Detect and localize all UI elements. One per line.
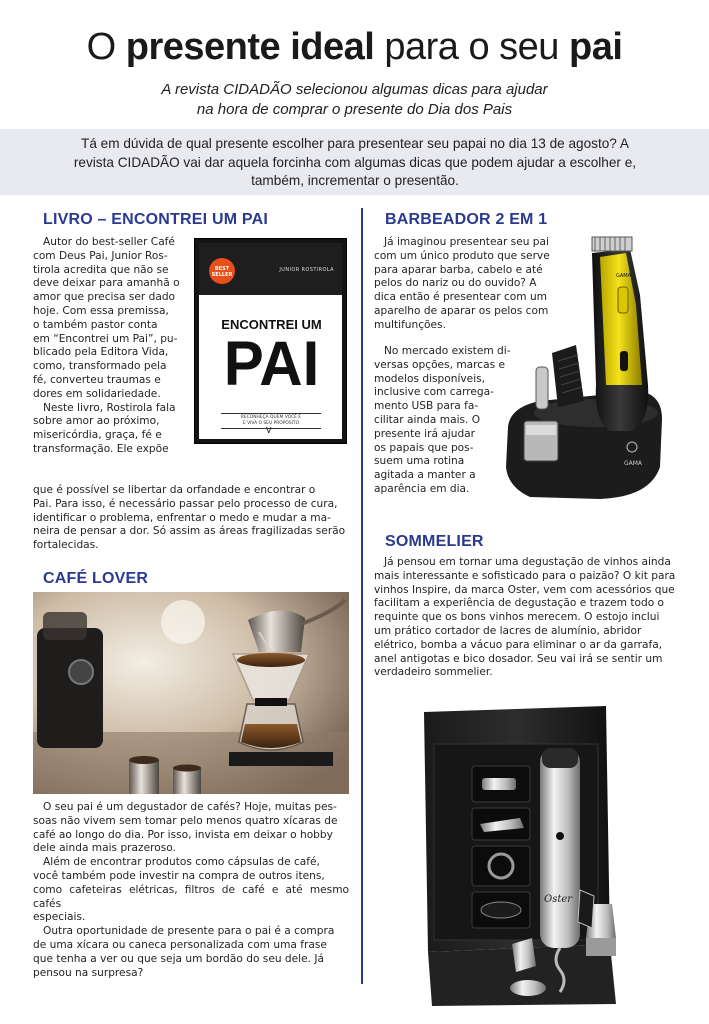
text-line: tirola acredita que não se	[33, 263, 169, 276]
text-line: elétrico, bomba a vácuo para eliminar o ar da garrafa,	[374, 638, 663, 651]
text-line: inclusive com carrega-	[374, 386, 494, 399]
title-bold-text: pai	[568, 26, 623, 68]
text-line: Pai. Para isso, é necessário passar pelo processo de cura,	[33, 497, 338, 510]
text-line: dele ainda mais prazeroso.	[33, 842, 176, 855]
best-seller-badge: BEST SELLER	[209, 258, 235, 284]
livro-text-full	[33, 484, 349, 553]
text-line: verdadeiro sommelier.	[374, 666, 493, 679]
text-line: Já pensou em tornar uma degustação de vinhos ainda	[384, 556, 671, 568]
book-title-big: PAI	[223, 328, 320, 399]
text-line: café ao longo do dia. Por isso, invista em deixar o hobby	[33, 828, 333, 841]
publisher-logo: V	[266, 426, 272, 435]
text-line: que é possível se libertar da orfandade e encontrar o	[33, 484, 316, 496]
text-line: mento USB para fa-	[374, 400, 479, 413]
text-line: presente irá ajudar	[374, 427, 476, 440]
text-line: identificar o problema, enfrentar o medo e mudar a ma-	[33, 511, 331, 524]
livro-heading: LIVRO – ENCONTREI UM PAI	[43, 211, 268, 228]
text-line: O seu pai é um degustador de cafés? Hoje, muitas pes-	[43, 801, 337, 813]
column-divider	[361, 208, 363, 984]
text-line: em “Encontrei um Pai”, pu-	[33, 332, 178, 345]
svg-text:GAMA: GAMA	[624, 460, 643, 467]
livro-text-narrow	[33, 236, 188, 457]
text-line: suem uma rotina	[374, 455, 465, 468]
subtitle-line: A revista CIDADÃO selecionou algumas dicas para ajudar	[161, 81, 548, 98]
text-line: sobre amor ao próximo,	[33, 415, 160, 428]
svg-text:GAMA: GAMA	[616, 273, 632, 279]
text-line: amor que precisa ser dado	[33, 291, 176, 304]
sommelier-text	[374, 556, 680, 680]
text-line: Outra oportunidade de presente para o pai é a compra	[43, 925, 335, 938]
text-line: como, transformado pela	[33, 360, 167, 373]
trimmer-photo	[500, 235, 664, 500]
barbeador-heading: BARBEADOR 2 EM 1	[385, 211, 548, 228]
barbeador-text-bottom	[374, 345, 514, 497]
text-line: Além de encontrar produtos como cápsulas de café,	[43, 856, 320, 869]
text-line: facilitam a experiência de degustação e trazem todo o	[374, 597, 665, 610]
text-line: para aparar barba, cabelo e até	[374, 263, 543, 276]
text-line: transformação. Ele expõe	[33, 442, 169, 455]
text-line: que tenha a ver ou que seja um bordão do seu dele. Já	[33, 952, 324, 965]
text-line: blicado pela Editora Vida,	[33, 346, 169, 359]
book-cover-top-strip	[199, 243, 342, 295]
text-line: agitada a manter a	[374, 469, 476, 482]
text-line: Autor do best-seller Café	[43, 236, 175, 248]
text-line: mais interessante e sofisticado para o paizão? O kit para	[374, 569, 676, 582]
text-line: os papais que pos-	[374, 441, 474, 454]
book-title-small: ENCONTREI UM	[221, 317, 322, 332]
book-author: JUNIOR ROSTIROLA	[279, 267, 334, 273]
text-line: deve deixar para amanhã o	[33, 277, 180, 290]
text-line: dica então é presentear com um	[374, 291, 547, 304]
text-line: No mercado existem di-	[384, 345, 511, 357]
text-line: fé, converteu traumas e	[33, 373, 161, 386]
title-bold-text: presente ideal	[125, 26, 375, 68]
cafe-text	[33, 801, 349, 980]
wine-kit-photo	[420, 704, 654, 1008]
subtitle-line: na hora de comprar o presente do Dia dos Pais	[196, 101, 513, 118]
book-cover-image	[194, 238, 347, 444]
text-line: misericórdia, graça, fé e	[33, 429, 162, 442]
title-text: para o seu	[374, 26, 569, 68]
text-line: aparelho de aparar os pelos com	[374, 304, 549, 317]
cafe-heading: CAFÉ LOVER	[43, 570, 149, 587]
text-line: especiais.	[33, 911, 86, 924]
text-line: fortalecidas.	[33, 539, 99, 552]
text-line: neira de pensar a dor. Só assim as áreas fragilizadas serão	[33, 525, 346, 538]
subtitle	[60, 80, 649, 120]
text-line: com Deus Pai, Junior Ros-	[33, 249, 168, 262]
text-line: multifunções.	[374, 318, 446, 331]
intro-line: Tá em dúvida de qual presente escolher para presentear seu papai no dia 13 de agosto? A	[81, 136, 629, 151]
text-line: de uma xícara ou caneca personalizada com uma frase	[33, 938, 327, 951]
text-line: Já imaginou presentear seu pai	[384, 236, 549, 248]
text-line: vinhos Inspire, da marca Oster, vem com acessórios que	[374, 583, 675, 596]
text-line: pensou na surpresa?	[33, 966, 144, 979]
page-title	[0, 24, 709, 70]
text-line: hoje. Com essa premissa,	[33, 304, 169, 317]
text-line: o também pastor conta	[33, 318, 158, 331]
coffee-photo	[33, 592, 349, 794]
text-line: modelos disponíveis,	[374, 372, 486, 385]
text-line: com um único produto que serve	[374, 249, 550, 262]
intro-line: revista CIDADÃO vai dar aquela forcinha com algumas dicas que podem ajudar a escolher e,	[73, 154, 637, 170]
text-line: soas não vivem sem tomar pelo menos quatro xícaras de	[33, 814, 338, 827]
text-line: você também pode investir na compra de outros itens,	[33, 869, 325, 882]
text-line: como cafeteiras elétricas, filtros de café e até mesmo cafés	[33, 883, 349, 910]
intro-line: também, incrementar o presentão.	[251, 173, 459, 188]
text-line: dores em solidariedade.	[33, 387, 161, 400]
text-line: um prático cortador de lacres de alumínio, abridor	[374, 624, 642, 637]
text-line: aparência em dia.	[374, 482, 470, 495]
text-line: cilitar ainda mais. O	[374, 413, 481, 426]
svg-text:Oster: Oster	[544, 894, 573, 905]
text-line: versas opções, marcas e	[374, 358, 505, 371]
text-line: requinte que os bons vinhos merecem. O estojo inclui	[374, 611, 660, 624]
text-line: pelos do nariz ou do ouvido? A	[374, 277, 537, 290]
intro-text	[10, 135, 700, 191]
text-line: Neste livro, Rostirola fala	[43, 401, 176, 414]
text-line: anel antigotas e bico dosador. Seu vai irá se sentir um	[374, 652, 663, 665]
book-tagline: RECONHEÇA QUEM VOCÊ É E VIVA O SEU PROPÓSITO	[221, 413, 321, 429]
sommelier-heading: SOMMELIER	[385, 533, 484, 550]
title-text: O	[86, 26, 126, 68]
